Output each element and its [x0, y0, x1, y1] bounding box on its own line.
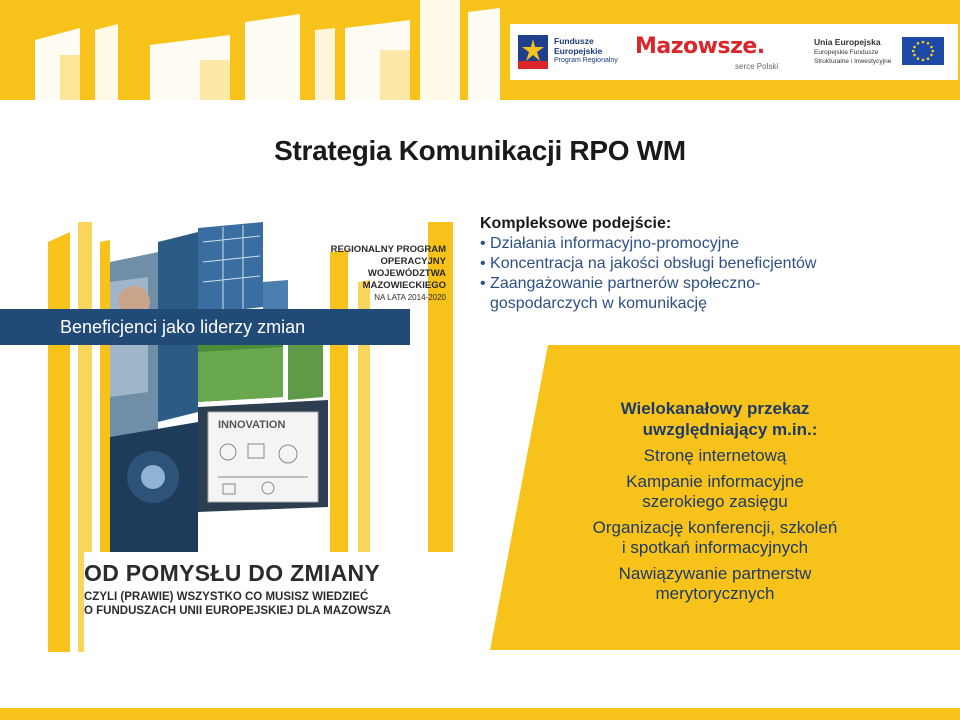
- brochure-header-line1: REGIONALNY PROGRAM OPERACYJNY: [330, 244, 446, 267]
- channel-item: [555, 564, 875, 604]
- approach-item-text: • Działania informacyjno-promocyjne: [480, 235, 740, 252]
- brochure-program-header: [288, 244, 446, 304]
- ue-line2: Europejskie Fundusze: [814, 48, 879, 56]
- channel-item-line1: Stronę internetową: [643, 446, 787, 465]
- brochure-title: OD POMYSŁU DO ZMIANY: [84, 560, 381, 586]
- brochure-header-line2: WOJEWÓDZTWA MAZOWIECKIEGO: [362, 268, 446, 291]
- brochure-years: NA LATA 2014-2020: [374, 293, 446, 302]
- approach-item: [480, 254, 950, 274]
- mazowsze-tagline: serce Polski: [735, 62, 779, 71]
- channel-item: [555, 446, 875, 466]
- approach-section: [480, 214, 950, 314]
- approach-item: [480, 234, 950, 254]
- page-title: Strategia Komunikacji RPO WM: [274, 135, 686, 166]
- channel-item: [555, 518, 875, 558]
- fe-line1: Fundusze: [554, 36, 594, 46]
- approach-item: [480, 274, 950, 314]
- channel-item-line2: i spotkań informacyjnych: [621, 538, 809, 557]
- channel-item-line1: Nawiązywanie partnerstw: [618, 564, 812, 583]
- ue-line3: Strukturalne i Inwestycyjne: [814, 58, 892, 65]
- brochure-subtitle: [84, 590, 391, 618]
- approach-item-text: • Zaangażowanie partnerów społeczno-: [480, 275, 761, 292]
- fe-line3: Program Regionalny: [554, 57, 618, 64]
- channel-item-line2: merytorycznych: [655, 584, 775, 603]
- channel-item-line1: Organizację konferencji, szkoleń: [592, 518, 838, 537]
- channel-item-line2: szerokiego zasięgu: [642, 492, 788, 511]
- channels-heading: [555, 398, 875, 440]
- footer-bar: [0, 708, 960, 720]
- channels-heading-line1: Wielokanałowy przekaz: [620, 399, 810, 418]
- ue-line1: Unia Europejska: [814, 37, 881, 47]
- channel-item: [555, 472, 875, 512]
- approach-item-text: • Koncentracja na jakości obsługi beneficjentów: [480, 255, 817, 272]
- brochure-subtitle-line1: CZYLI (PRAWIE) WSZYSTKO CO MUSISZ WIEDZIEĆ: [84, 591, 369, 603]
- board-text: INNOVATION: [218, 419, 286, 431]
- approach-item-continuation: gospodarczych w komunikację: [490, 295, 707, 312]
- brochure-cover: [48, 222, 453, 652]
- fe-line2: Europejskie: [554, 46, 603, 56]
- approach-heading: Kompleksowe podejście:: [480, 215, 672, 232]
- channels-heading-line2: uwzględniający m.in.:: [642, 420, 818, 439]
- beneficiaries-banner: Beneficjenci jako liderzy zmian: [0, 309, 410, 345]
- brochure-subtitle-line2: O FUNDUSZACH UNII EUROPEJSKIEJ DLA MAZOWSZA: [84, 605, 391, 617]
- channels-section: [555, 398, 875, 610]
- mazowsze-name: Mazowsze.: [635, 34, 765, 59]
- channel-item-line1: Kampanie informacyjne: [626, 472, 804, 491]
